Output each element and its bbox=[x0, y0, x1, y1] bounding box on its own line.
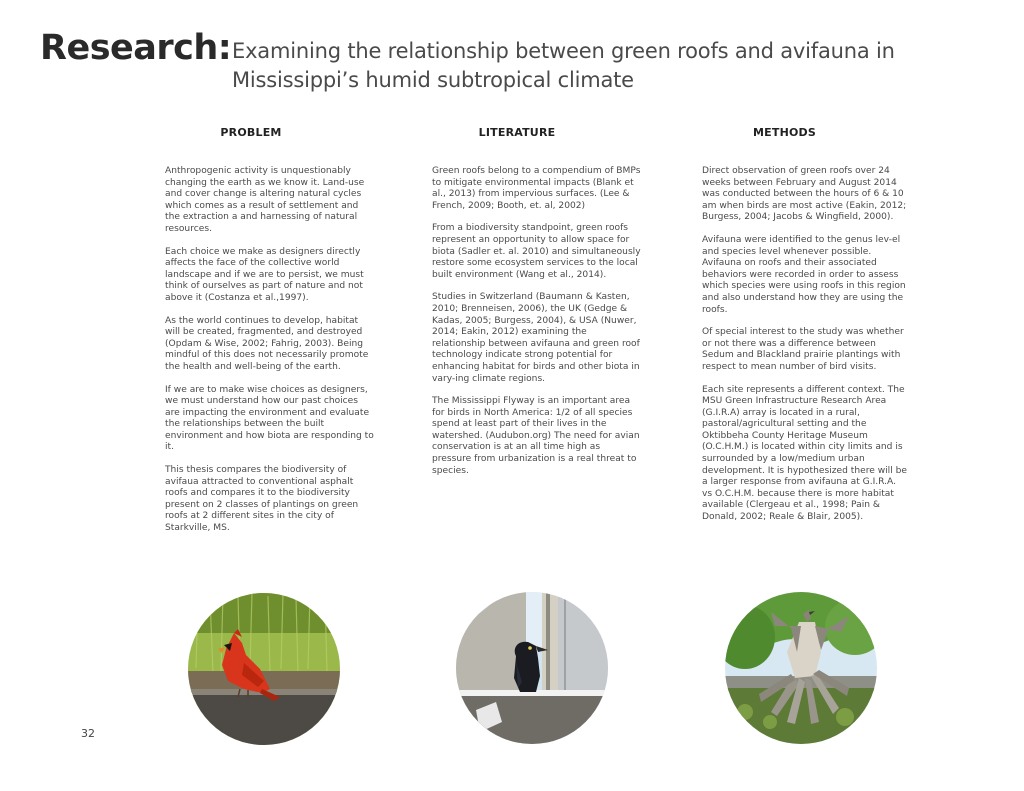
grackle-illustration bbox=[456, 592, 608, 744]
grackle-photo bbox=[456, 592, 608, 744]
problem-paragraph: This thesis compares the biodiversity of avifaua attracted to conventional asphalt roofs and compares it to the biodiversity present on 2 classes of plantings on green roofs at 2 different sites in the city of Starkville, MS. bbox=[165, 465, 359, 534]
literature-paragraph: Green roofs belong to a compendium of BMPs to mitigate environmental impacts (Blank et al., 2013) from impervious surfaces. (Lee & French, 2009; Booth, et. al, 2002) bbox=[432, 166, 641, 211]
literature-heading: LITERATURE bbox=[478, 126, 556, 139]
literature-paragraph: Studies in Switzerland (Baumann & Kasten, 2010; Brenneisen, 2006), the UK (Gedge & Kadas, 2005; Burgess, 2004), & USA (Nuwer, 2014; Eakin, 2012) examining the relationship between avifauna and green roof technology indicate strong potential for enhancing habitat for birds and other biota in vary-ing climate regions. bbox=[432, 292, 640, 384]
cardinal-photo bbox=[188, 593, 340, 745]
methods-paragraph: Of special interest to the study was whether or not there was a difference between Sedum and Blackland prairie plantings with respect to mean number of bird visits. bbox=[702, 327, 904, 372]
methods-column bbox=[702, 126, 907, 535]
problem-paragraph: Anthropogenic activity is unquestionably changing the earth as we know it. Land-use and cover change is altering natural cycles which comes as a result of settlement and the extraction a and harnessing of natural resources. bbox=[165, 166, 365, 234]
problem-paragraph: Each choice we make as designers directly affects the face of the collective world landscape and if we are to persist, we must think of ourselves as part of nature and not above it (Costanza et al.,1997). bbox=[165, 246, 364, 303]
literature-body bbox=[432, 166, 642, 477]
methods-paragraph: Direct observation of green roofs over 24 weeks between February and August 2014 was conducted between the hours of 6 & 10 am when birds are most active (Eakin, 2012; Burgess, 2004; Jacobs & Wingfield, 2000). bbox=[702, 166, 907, 223]
methods-paragraph: Avifauna were identified to the genus lev-el and species level whenever possible. Avifauna on roofs and their associated behaviors were recorded in order to assess which species were using roofs in this region and also understand how they are using the roofs. bbox=[702, 234, 906, 315]
page-number: 32 bbox=[81, 727, 95, 740]
problem-body bbox=[165, 166, 375, 535]
cardinal-illustration bbox=[188, 593, 340, 745]
methods-paragraph: Each site represents a different context. The MSU Green Infrastructure Research Area (G.I.R.A) array is located in a rural, pastoral/agricultural setting and the Oktibbeha County Heritage Museum (O.C.H.M.) is located within city limits and is surrounded by a low/medium urban development. It is hypothesized there will be a larger response from avifauna at G.I.R.A. vs O.C.H.M. because there is more habitat available (Clergeau et al., 1998; Pain & Donald, 2002; Reale & Blair, 2005). bbox=[702, 384, 907, 523]
mockingbird-illustration bbox=[725, 592, 877, 744]
problem-paragraph: If we are to make wise choices as designers, we must understand how our past choices are impacting the environment and evaluate the relationships between the built environment and how biota are responding to it. bbox=[165, 384, 374, 453]
literature-paragraph: The Mississippi Flyway is an important area for birds in North America: 1/2 of all species spend at least part of their lives in the watershed. (Audubon.org) The need for avian conservation is at an all time high as pressure from urbanization is a real threat to species. bbox=[432, 396, 640, 476]
page-title: Research: bbox=[40, 28, 232, 68]
literature-column bbox=[432, 126, 642, 488]
methods-body bbox=[702, 166, 907, 524]
methods-heading: METHODS bbox=[753, 126, 816, 139]
page-subtitle: Examining the relationship between green roofs and avifauna in Mississippi’s humid subtropical climate bbox=[232, 39, 895, 92]
literature-paragraph: From a biodiversity standpoint, green roofs represent an opportunity to allow space for biota (Sadler et. al. 2010) and simultaneously restore some ecosystem services to the local built environment (Wang et al., 2014). bbox=[432, 223, 641, 280]
mockingbird-photo bbox=[725, 592, 877, 744]
problem-paragraph: As the world continues to develop, habitat will be created, fragmented, and destroyed (Opdam & Wise, 2002; Fahrig, 2003). Being mindful of this does not necessarily promote the health and well-being of the earth. bbox=[165, 315, 369, 372]
problem-heading: PROBLEM bbox=[220, 126, 282, 139]
problem-column bbox=[165, 126, 375, 546]
